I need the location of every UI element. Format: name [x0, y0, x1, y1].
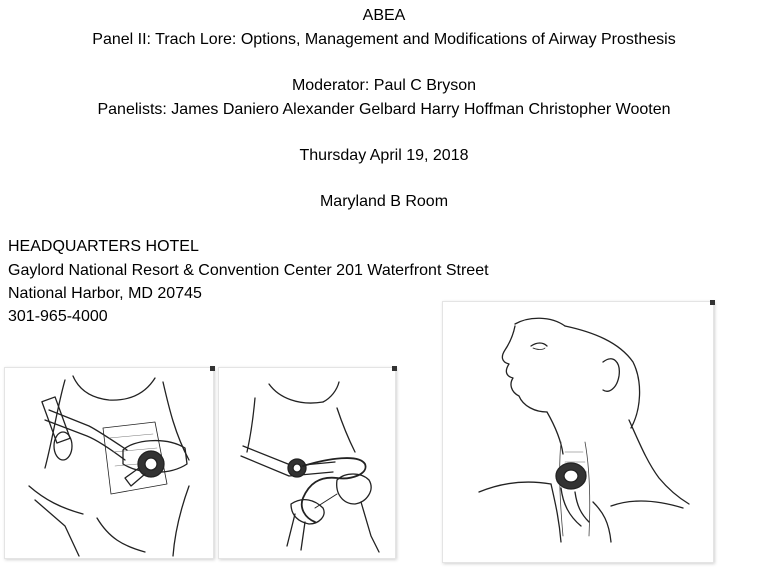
date-line: Thursday April 19, 2018 — [299, 147, 469, 164]
moderator-line: Moderator: Paul C Bryson — [291, 77, 477, 94]
frame-corner-mark — [710, 300, 715, 305]
panelists-line: Panelists: James Daniero Alexander Gelbard Harry Hoffman Christopher Wooten — [97, 101, 671, 118]
org-title: ABEA — [362, 7, 406, 24]
hotel-phone: 301-965-4000 — [8, 308, 108, 325]
hotel-name-address: Gaylord National Resort & Convention Center 201 Waterfront Street — [8, 262, 489, 279]
room-line: Maryland B Room — [319, 193, 449, 210]
trach-profile-illustration — [442, 301, 714, 563]
frame-corner-mark — [392, 366, 397, 371]
frame-corner-mark — [210, 366, 215, 371]
hotel-heading: HEADQUARTERS HOTEL — [8, 238, 199, 255]
trach-tube-tie-illustration — [4, 367, 214, 559]
trach-suction-illustration — [218, 367, 396, 559]
panel-title: Panel II: Trach Lore: Options, Management and Modifications of Airway Prosthesis — [92, 31, 676, 48]
hotel-city: National Harbor, MD 20745 — [8, 285, 202, 302]
